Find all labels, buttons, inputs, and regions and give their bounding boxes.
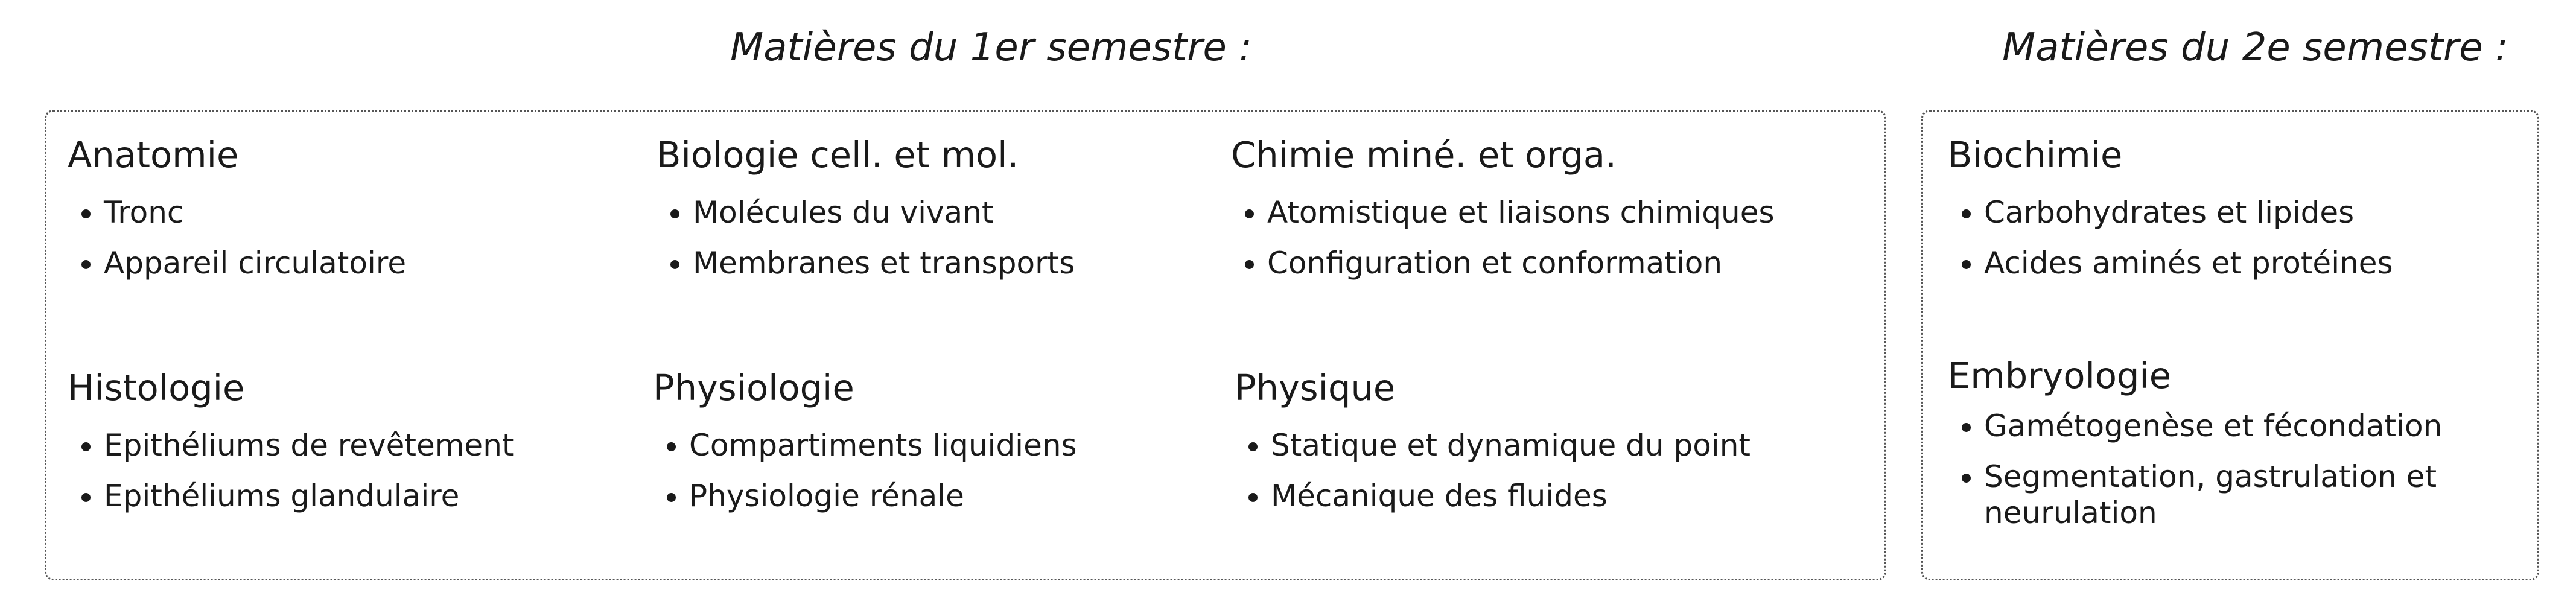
subject-title: Biochimie bbox=[1948, 134, 2123, 176]
topic-list bbox=[1948, 187, 2393, 288]
topic-list bbox=[68, 420, 514, 521]
topic-list bbox=[1231, 187, 1775, 288]
list-item: • Epithéliums glandulaire bbox=[104, 471, 514, 521]
list-item: • Gamétogenèse et fécondation bbox=[1984, 408, 2527, 444]
list-item: • Membranes et transports bbox=[693, 238, 1075, 288]
list-item: • Segmentation, gastrulation et neurulation bbox=[1984, 459, 2527, 531]
topic-list bbox=[1235, 420, 1751, 521]
subject-histologie bbox=[68, 367, 514, 521]
subject-title: Biologie cell. et mol. bbox=[657, 134, 1019, 176]
list-item: • Statique et dynamique du point bbox=[1271, 420, 1751, 471]
topic-list bbox=[1948, 408, 2527, 531]
subject-physiologie bbox=[653, 367, 1077, 521]
list-item: • Acides aminés et protéines bbox=[1984, 238, 2393, 288]
list-item: • Mécanique des fluides bbox=[1271, 471, 1751, 521]
subject-chimie bbox=[1231, 134, 1775, 288]
subject-title: Physique bbox=[1235, 367, 1396, 408]
list-item: • Appareil circulatoire bbox=[104, 238, 406, 288]
subject-title: Chimie miné. et orga. bbox=[1231, 134, 1617, 176]
subject-biochimie bbox=[1948, 134, 2393, 288]
list-item: • Molécules du vivant bbox=[693, 187, 1075, 238]
list-item: • Tronc bbox=[104, 187, 406, 238]
semester-2-title: Matières du 2e semestre : bbox=[2002, 25, 2508, 70]
list-item: • Atomistique et liaisons chimiques bbox=[1267, 187, 1775, 238]
subject-anatomie bbox=[68, 134, 406, 288]
list-item: • Compartiments liquidiens bbox=[689, 420, 1077, 471]
subject-embryologie bbox=[1948, 355, 2527, 545]
semester-1-title: Matières du 1er semestre : bbox=[730, 25, 1252, 70]
list-item: • Configuration et conformation bbox=[1267, 238, 1775, 288]
subject-title: Physiologie bbox=[653, 367, 854, 408]
topic-list bbox=[653, 420, 1077, 521]
subject-physique bbox=[1235, 367, 1751, 521]
subject-title: Anatomie bbox=[68, 134, 239, 176]
subject-title: Embryologie bbox=[1948, 355, 2172, 396]
topic-list bbox=[657, 187, 1075, 288]
list-item: • Epithéliums de revêtement bbox=[104, 420, 514, 471]
subject-title: Histologie bbox=[68, 367, 245, 408]
subject-biologie bbox=[657, 134, 1075, 288]
list-item: • Physiologie rénale bbox=[689, 471, 1077, 521]
list-item: • Carbohydrates et lipides bbox=[1984, 187, 2393, 238]
topic-list bbox=[68, 187, 406, 288]
